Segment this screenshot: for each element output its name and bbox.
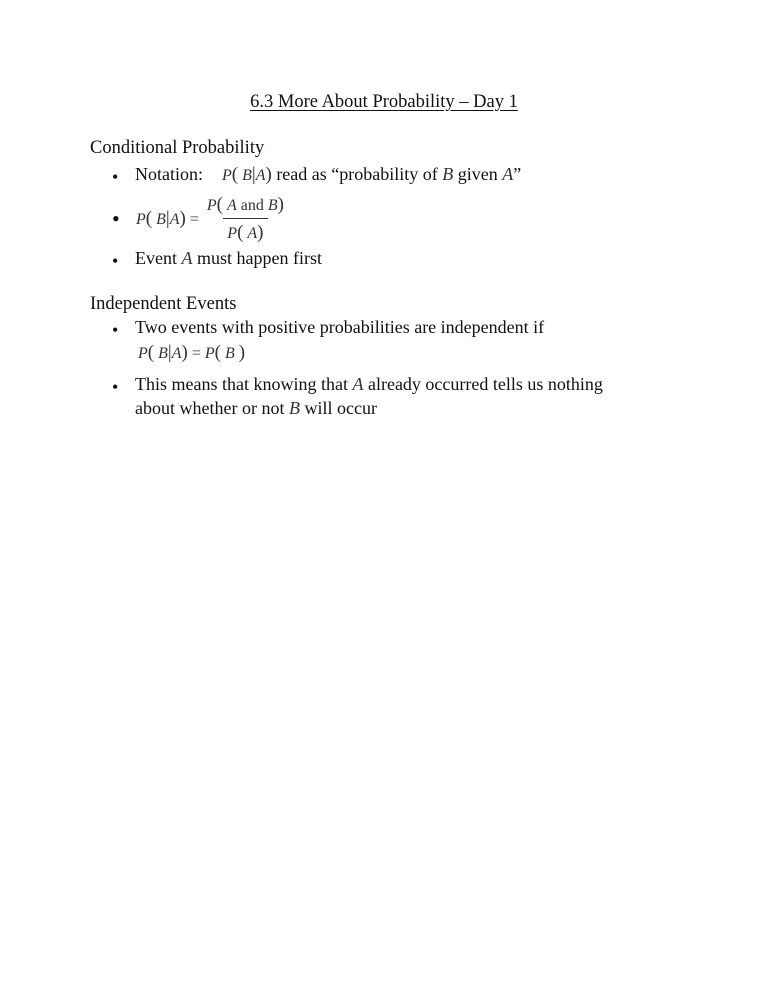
- independence-definition-line: Two events with positive probabilities are independent if: [135, 317, 545, 337]
- section-heading-independent-events: Independent Events: [90, 294, 237, 314]
- notation-label: Notation:: [135, 164, 203, 184]
- notation-formula: P( B|A): [222, 164, 272, 185]
- variable-b: B: [442, 164, 454, 184]
- bullet-icon: •: [112, 167, 119, 187]
- formula-denominator: P( A): [223, 218, 267, 244]
- page-title: 6.3 More About Probability – Day 1: [250, 92, 518, 112]
- bullet-icon: •: [112, 320, 119, 340]
- notation-close-quote: ”: [513, 164, 522, 184]
- bullet-icon: •: [112, 251, 119, 271]
- variable-a: A: [181, 248, 193, 268]
- variable-b: B: [288, 398, 300, 418]
- bullet-icon: •: [112, 206, 120, 231]
- notation-read-as: read as “probability of: [276, 164, 438, 184]
- independence-formula: P( B|A) = P( B ): [138, 342, 246, 363]
- formula-fraction: [203, 194, 288, 244]
- event-order-line: Event A must happen first: [135, 248, 322, 268]
- variable-a: A: [352, 374, 364, 394]
- conditional-probability-formula: [136, 192, 288, 246]
- independence-meaning-line-1: This means that knowing that A already occurred tells us nothing: [135, 374, 603, 394]
- section-heading-conditional-probability: Conditional Probability: [90, 138, 265, 158]
- notation-line: [135, 164, 521, 186]
- formula-lhs: P( B|A) =: [136, 208, 199, 229]
- formula-numerator: P( A and B): [206, 194, 284, 215]
- bullet-icon: •: [112, 377, 119, 397]
- notation-given: given: [457, 164, 498, 184]
- independence-meaning-line-2: about whether or not B will occur: [135, 398, 377, 418]
- variable-a: A: [502, 164, 514, 184]
